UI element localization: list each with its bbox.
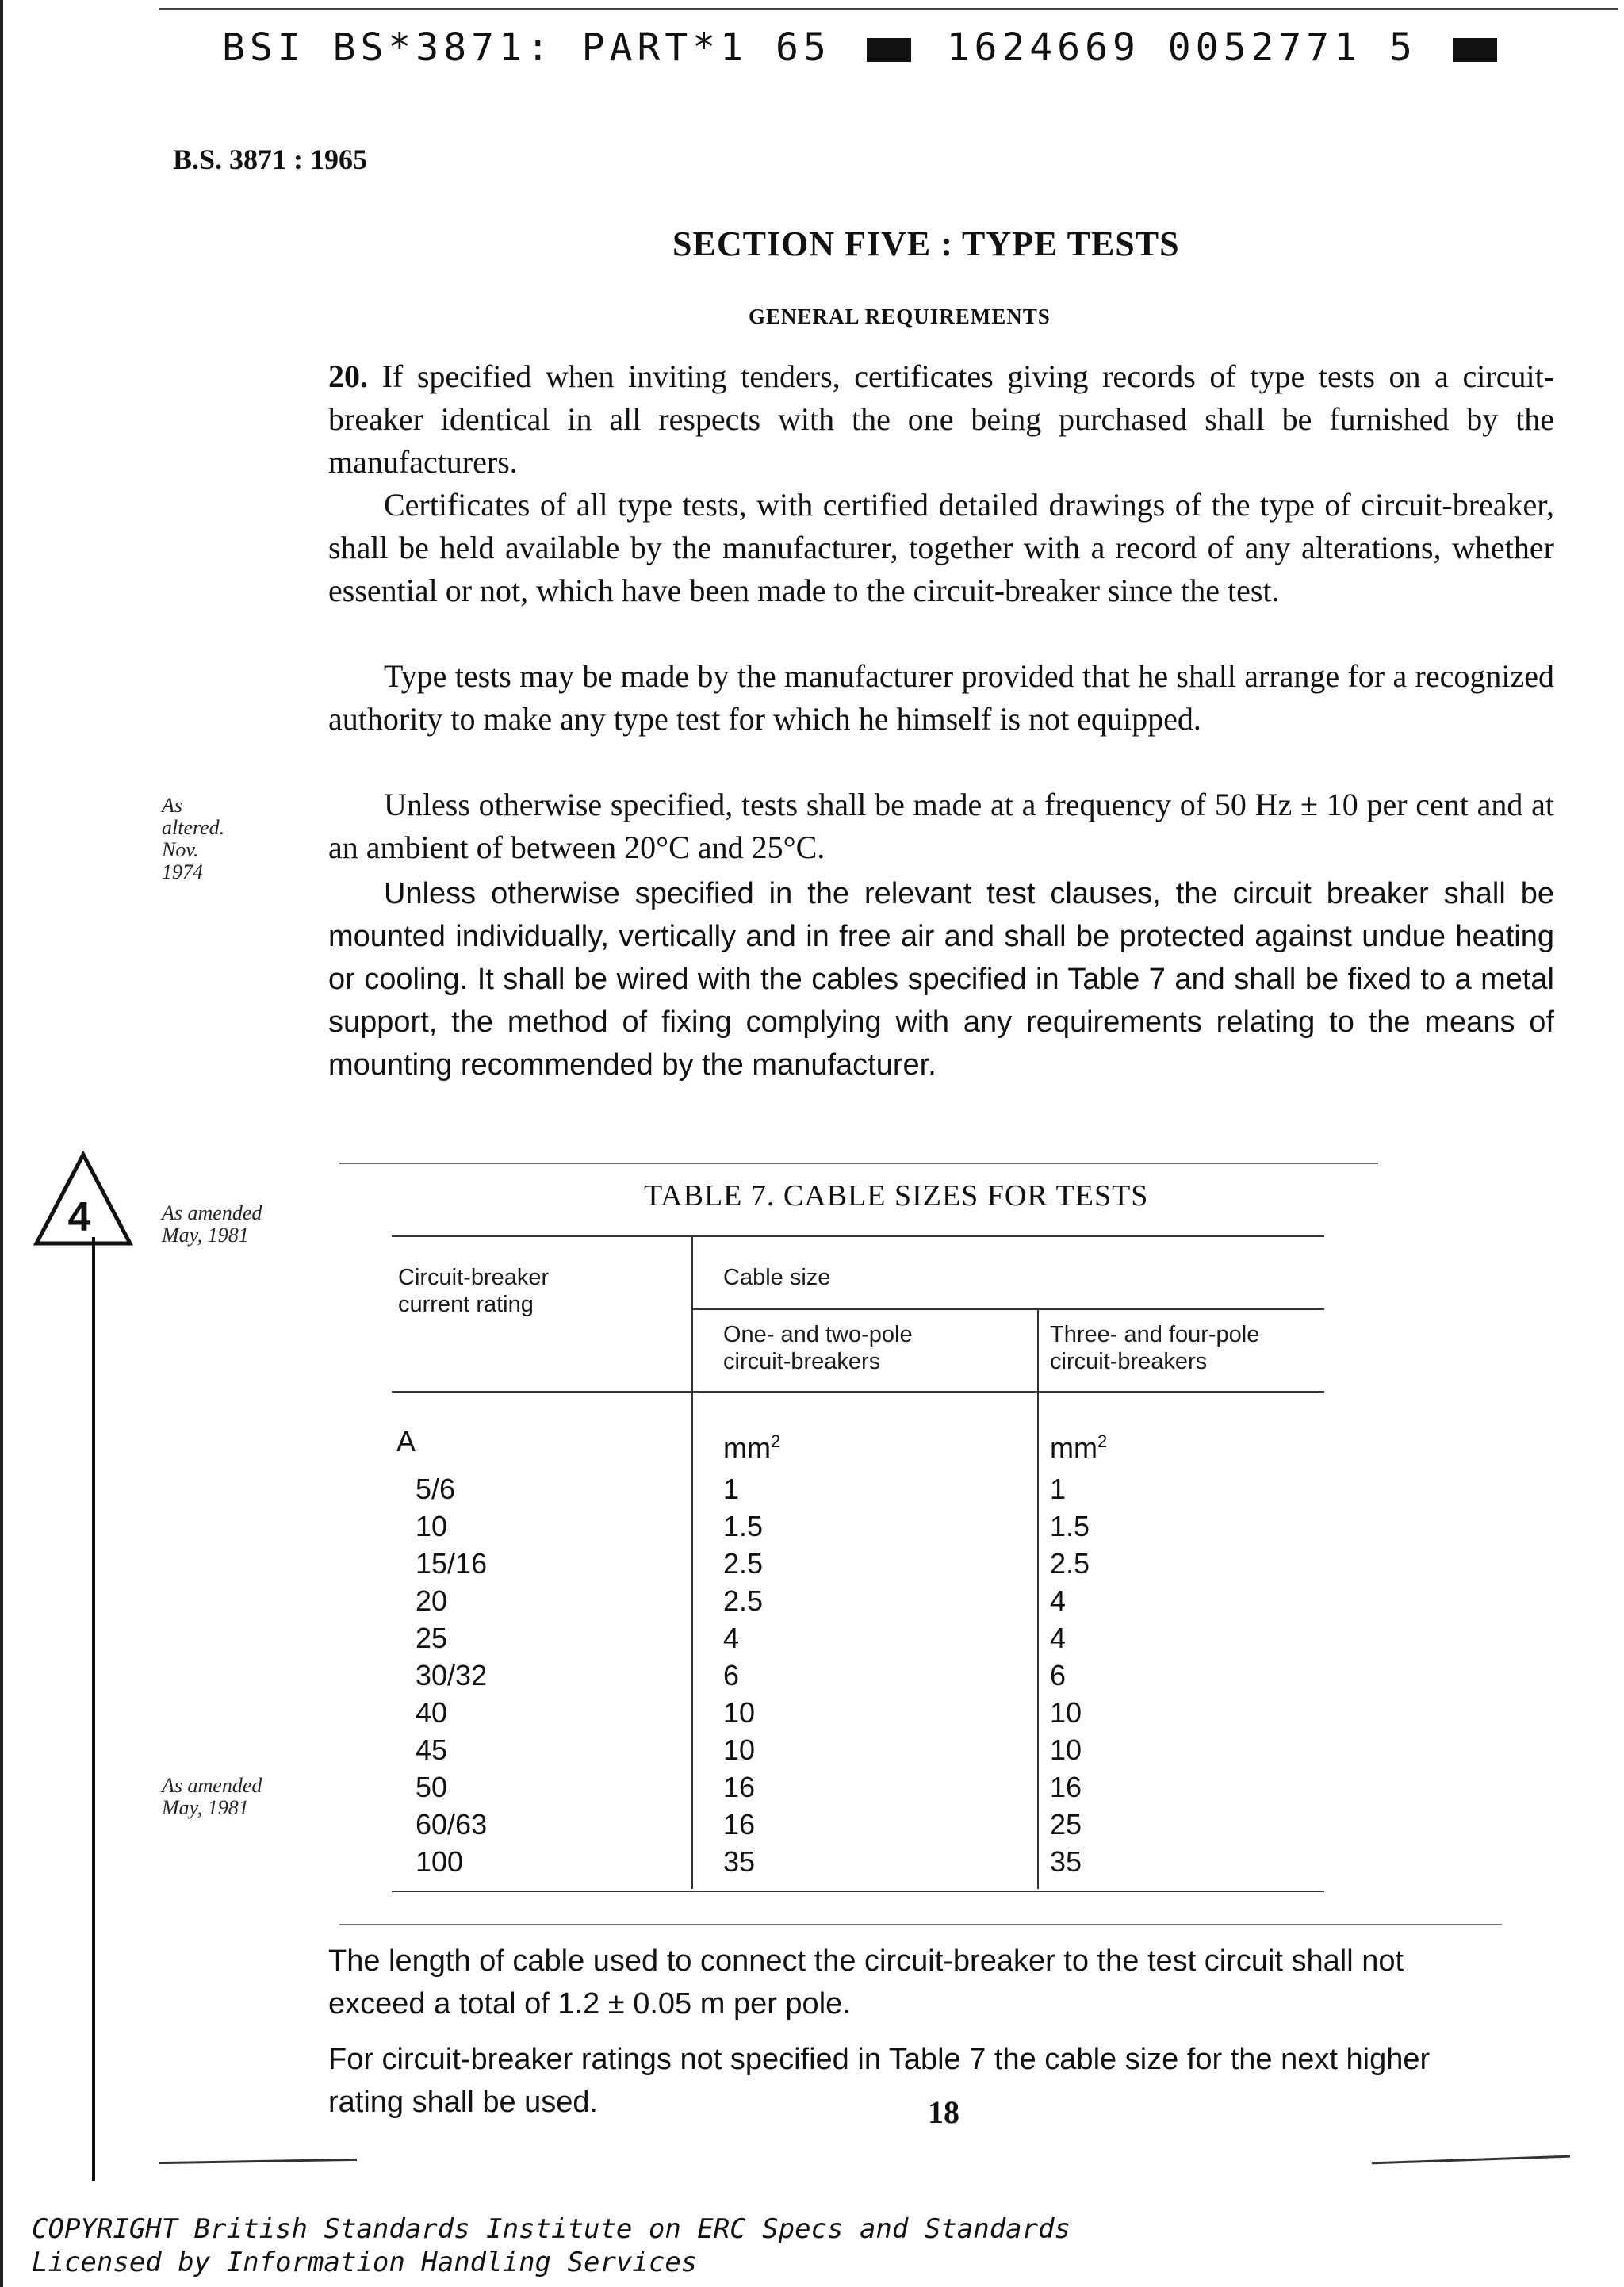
table-col-divider <box>691 1235 693 1889</box>
margin-note-line: As amended <box>162 1201 262 1224</box>
table-cell-rating: 100 <box>416 1845 464 1878</box>
table-cell-four-pole: 1 <box>1050 1473 1067 1505</box>
header-line: circuit-breakers <box>723 1349 881 1374</box>
margin-note-line: altered. <box>162 816 225 839</box>
col-group-header-cable-size: Cable size <box>723 1265 831 1290</box>
para1-text: If specified when inviting tenders, certificates giving records of type tests on a circuit-breaker identical in all respects with the one being purchased shall be furnished by the manufacturers. <box>328 358 1555 480</box>
redaction-block <box>867 38 911 62</box>
table-cell-two-pole: 2.5 <box>723 1547 764 1580</box>
unit-superscript: 2 <box>1097 1431 1108 1451</box>
table-cell-rating: 10 <box>416 1510 448 1542</box>
unit-mm2-two-pole <box>723 1423 780 1466</box>
unit-text: mm <box>723 1431 771 1464</box>
table-bottom-rule <box>392 1891 1324 1892</box>
copyright-line: COPYRIGHT British Standards Institute on ERC Specs and Standards <box>32 2213 1071 2245</box>
table-cell-four-pole: 25 <box>1050 1808 1082 1841</box>
table-cell-rating: 20 <box>416 1584 448 1617</box>
table-cell-two-pole: 1.5 <box>723 1510 764 1542</box>
clause-20-para1 <box>328 355 1554 484</box>
table-cell-two-pole: 16 <box>723 1771 756 1803</box>
table-col-ratings <box>416 1470 487 1880</box>
col-header-rating <box>398 1264 549 1318</box>
table-cell-rating: 5/6 <box>416 1473 456 1505</box>
page-top-rule <box>159 8 1618 10</box>
table-end-rule <box>339 1924 1502 1925</box>
table-cell-rating: 45 <box>416 1733 448 1766</box>
table-cell-rating: 60/63 <box>416 1808 488 1841</box>
margin-note-line: May, 1981 <box>162 1796 249 1819</box>
header-code-part2: 1624669 0052771 5 <box>946 25 1417 70</box>
table-cell-two-pole: 6 <box>723 1659 740 1691</box>
table-col-divider <box>1037 1310 1039 1889</box>
table-cell-four-pole: 1.5 <box>1050 1510 1090 1542</box>
table-cell-rating: 15/16 <box>416 1547 488 1580</box>
header-line: One- and two-pole <box>723 1322 913 1347</box>
table-cell-rating: 25 <box>416 1622 448 1654</box>
table-cell-two-pole: 1 <box>723 1473 740 1505</box>
table-units-rule <box>392 1391 1324 1393</box>
clause-number: 20. <box>328 358 368 394</box>
table-cell-two-pole: 35 <box>723 1845 756 1878</box>
unit-text: mm <box>1050 1431 1097 1464</box>
margin-note-line: Nov. <box>162 838 199 861</box>
license-line: Licensed by Information Handling Services <box>32 2247 698 2278</box>
table-cell-four-pole: 6 <box>1050 1659 1067 1691</box>
amendment-triangle-icon <box>32 1151 135 1247</box>
margin-note-amended-1 <box>162 1202 262 1247</box>
col-header-two-pole <box>723 1321 913 1375</box>
scan-bracket-right <box>1372 2155 1570 2165</box>
table-cell-two-pole: 10 <box>723 1696 756 1729</box>
table-col-four-pole <box>1050 1470 1090 1880</box>
clause-20-para4: Unless otherwise specified, tests shall be made at a frequency of 50 Hz ± 10 per cent and at an ambient of between 20°C and 25°C. <box>328 787 1554 865</box>
section-title: SECTION FIVE : TYPE TESTS <box>672 224 1180 263</box>
margin-note-line: As amended <box>162 1774 262 1797</box>
table-cell-rating: 40 <box>416 1696 448 1729</box>
margin-note-line: 1974 <box>162 860 203 883</box>
amendment-number: 4 <box>67 1194 91 1240</box>
table-cell-two-pole: 2.5 <box>723 1584 764 1617</box>
amendment-extent-line <box>92 1237 95 2181</box>
page-number: 18 <box>928 2094 959 2130</box>
table-col-two-pole <box>723 1470 763 1880</box>
unit-amperes: A <box>396 1425 416 1458</box>
table-cell-two-pole: 10 <box>723 1733 756 1766</box>
table-cell-four-pole: 16 <box>1050 1771 1082 1803</box>
page-left-border <box>0 0 3 2287</box>
table-cell-four-pole: 4 <box>1050 1622 1067 1654</box>
table-cell-rating: 30/32 <box>416 1659 488 1691</box>
table-header-rule <box>392 1235 1324 1237</box>
table-cell-rating: 50 <box>416 1771 448 1803</box>
document-header-code <box>222 25 1505 70</box>
header-line: Three- and four-pole <box>1050 1322 1260 1347</box>
header-code-part1: BSI BS*3871: PART*1 65 <box>222 25 831 70</box>
clause-20-para2: Certificates of all type tests, with certified detailed drawings of the type of circuit-breaker, shall be held available by the manufacturer, together with a record of any alterations, whether essential or not, which have been made to the circuit-breaker since the test. <box>328 487 1554 608</box>
margin-note-line: As <box>162 794 182 817</box>
clause-20-para3: Type tests may be made by the manufacturer provided that he shall arrange for a recognized authority to make any type test for which he himself is not equipped. <box>328 658 1554 737</box>
margin-note-line: May, 1981 <box>162 1224 249 1247</box>
margin-note-amended-2 <box>162 1775 262 1819</box>
table-cell-four-pole: 35 <box>1050 1845 1082 1878</box>
header-line: current rating <box>398 1292 534 1317</box>
table-cell-four-pole: 2.5 <box>1050 1547 1090 1580</box>
table-subheader-rule <box>693 1308 1324 1310</box>
table-cell-two-pole: 16 <box>723 1808 756 1841</box>
subheading: GENERAL REQUIREMENTS <box>749 305 1051 328</box>
table-title: TABLE 7. CABLE SIZES FOR TESTS <box>644 1179 1149 1212</box>
table-top-rule <box>339 1163 1378 1164</box>
unit-superscript: 2 <box>770 1431 781 1451</box>
header-line: circuit-breakers <box>1050 1349 1208 1374</box>
cable-length-para: The length of cable used to connect the circuit-breaker to the test circuit shall not exceed a total of 1.2 ± 0.05 m per pole. <box>328 1944 1404 2021</box>
copyright-footer <box>32 2212 1071 2279</box>
margin-note-altered <box>162 795 224 883</box>
scan-bracket-left <box>159 2159 357 2164</box>
table-cell-four-pole: 4 <box>1050 1584 1067 1617</box>
clause-20-para5: Unless otherwise specified in the relevant test clauses, the circuit breaker shall be mounted individually, vertically and in free air and shall be protected against undue heating or cooling. It shall be wired with the cables specified in Table 7 and shall be fixed to a metal support, the method of fixing complying with any requirements relating to the means of mounting recommended by the manufacturer. <box>328 877 1554 1082</box>
table-cell-four-pole: 10 <box>1050 1696 1082 1729</box>
redaction-block <box>1453 38 1497 62</box>
table-cell-four-pole: 10 <box>1050 1733 1082 1766</box>
standard-reference: B.S. 3871 : 1965 <box>173 144 368 175</box>
table-cell-two-pole: 4 <box>723 1622 740 1654</box>
higher-rating-para: For circuit-breaker ratings not specified in Table 7 the cable size for the next higher rating shall be used. <box>328 2043 1431 2119</box>
unit-mm2-four-pole <box>1050 1423 1107 1466</box>
col-header-four-pole <box>1050 1321 1259 1375</box>
header-line: Circuit-breaker <box>398 1265 550 1290</box>
